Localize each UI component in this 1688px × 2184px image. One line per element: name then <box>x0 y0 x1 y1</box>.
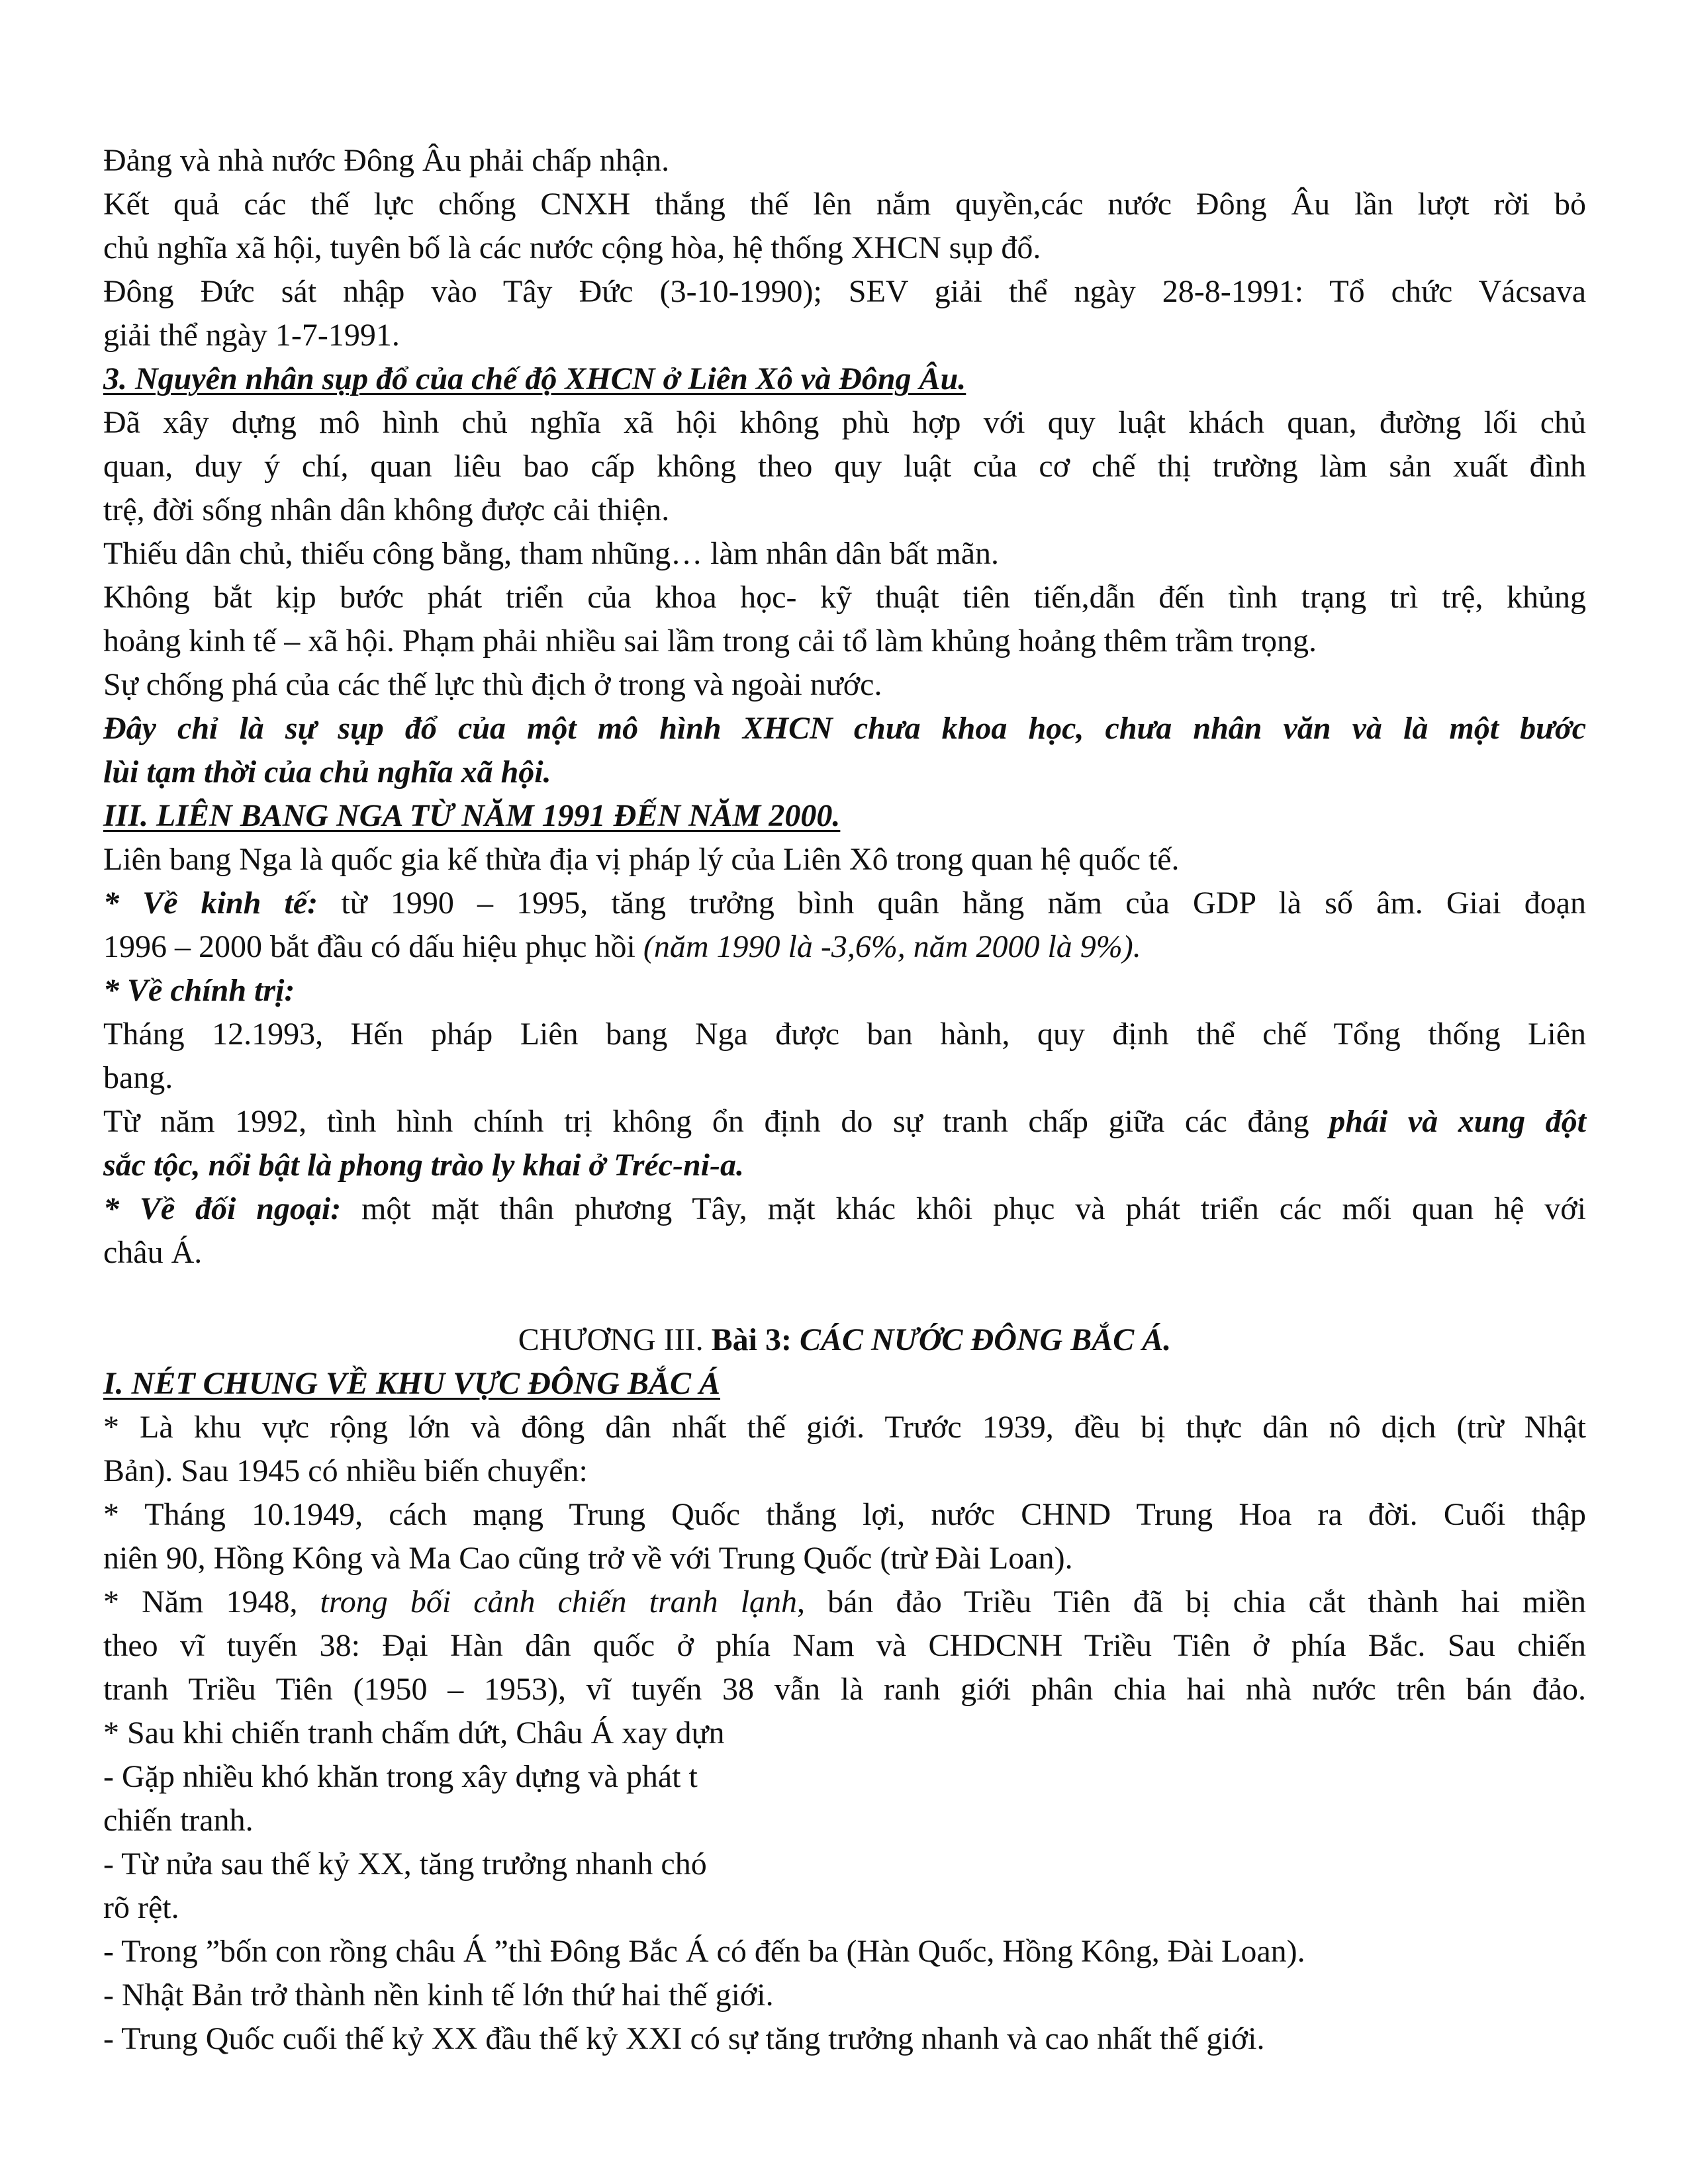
text-line <box>103 882 1586 925</box>
text-run: * Về chính trị: <box>103 973 295 1008</box>
text-line <box>103 1493 1586 1537</box>
text-line <box>103 1231 1586 1275</box>
text-run: châu Á. <box>103 1235 203 1270</box>
text-run: 3. Nguyên nhân sụp đổ của chế độ XHCN ở Liên Xô và Đông Âu. <box>103 361 966 396</box>
text-run: - Từ nửa sau thế kỷ XX, tăng trưởng nhanh chó <box>103 1846 707 1882</box>
text-line <box>103 1886 1586 1930</box>
text-line <box>103 794 1586 838</box>
text-run: lùi tạm thời của chủ nghĩa xã hội. <box>103 754 551 790</box>
text-run: III. LIÊN BANG NGA TỪ NĂM 1991 ĐẾN NĂM 2000. <box>103 798 841 833</box>
text-line <box>103 314 1586 357</box>
text-run: trong bối cảnh chiến tranh lạnh <box>320 1584 798 1619</box>
text-run: * Về kinh tế: <box>103 886 318 921</box>
text-line <box>103 226 1586 270</box>
text-run: rõ rệt. <box>103 1890 179 1925</box>
text-run: 1996 – 2000 bắt đầu có dấu hiệu phục hồi <box>103 929 643 964</box>
text-line <box>103 838 1586 882</box>
text-run: Từ năm 1992, tình hình chính trị không ổn định do sự tranh chấp giữa các đảng <box>103 1104 1330 1139</box>
text-line <box>103 1755 884 1799</box>
text-run: Đông Đức sát nhập vào Tây Đức (3-10-1990); SEV giải thể ngày 28-8-1991: Tổ chức Vácsava <box>103 274 1586 309</box>
text-line <box>103 1974 1586 2017</box>
text-run: giải thể ngày 1-7-1991. <box>103 318 400 353</box>
text-run: Đảng và nhà nước Đông Âu phải chấp nhận. <box>103 143 670 178</box>
text-line <box>103 401 1586 445</box>
text-run: Sự chống phá của các thế lực thù địch ở trong và ngoài nước. <box>103 667 882 702</box>
text-line <box>103 751 1586 794</box>
text-run: Thiếu dân chủ, thiếu công bằng, tham nhũng… làm nhân dân bất mãn. <box>103 536 999 571</box>
text-run: chiến tranh. <box>103 1803 254 1838</box>
text-run: quan, duy ý chí, quan liêu bao cấp không theo quy luật của cơ chế thị trường làm sản xuất đình <box>103 449 1586 484</box>
text-line <box>103 1799 1586 1843</box>
text-run: CÁC NƯỚC ĐÔNG BẮC Á. <box>799 1322 1172 1357</box>
text-line <box>103 1013 1586 1056</box>
text-line <box>103 183 1586 226</box>
text-run: Bài 3: <box>711 1322 800 1357</box>
text-run: - Gặp nhiều khó khăn trong xây dựng và phát t <box>103 1759 698 1794</box>
text-run: - Trong ”bốn con rồng châu Á ”thì Đông Bắc Á có đến ba (Hàn Quốc, Hồng Kông, Đài Loan). <box>103 1934 1305 1969</box>
text-run: trệ, đời sống nhân dân không được cải thiện. <box>103 492 670 527</box>
text-run: bang. <box>103 1060 173 1095</box>
text-line <box>103 1318 1586 1362</box>
text-run: theo vĩ tuyến 38: Đại Hàn dân quốc ở phía Nam và CHDCNH Triều Tiên ở phía Bắc. Sau chiến <box>103 1628 1586 1663</box>
text-line <box>103 925 1586 969</box>
text-line <box>103 1930 1586 1974</box>
text-run: chủ nghĩa xã hội, tuyên bố là các nước cộng hòa, hệ thống XHCN sụp đổ. <box>103 230 1041 265</box>
text-run: sắc tộc, nổi bật là phong trào ly khai ở Tréc-ni-a. <box>103 1148 744 1183</box>
text-line <box>103 2017 1586 2061</box>
text-run: Đã xây dựng mô hình chủ nghĩa xã hội không phù hợp với quy luật khách quan, đường lối chủ <box>103 405 1586 440</box>
document-body <box>103 139 1586 2061</box>
text-run: * Sau khi chiến tranh chấm dứt, Châu Á xay dựn <box>103 1715 725 1751</box>
text-line <box>103 532 1586 576</box>
text-line <box>103 1711 884 1755</box>
text-line <box>103 1362 1586 1406</box>
text-run: * Là khu vực rộng lớn và đông dân nhất thế giới. Trước 1939, đều bị thực dân nô dịch (trừ Nhật <box>103 1410 1586 1445</box>
text-line <box>103 1668 1586 1711</box>
text-run: (năm 1990 là -3,6%, năm 2000 là 9%). <box>643 929 1141 964</box>
text-line <box>103 139 1586 183</box>
text-run: CHƯƠNG III. <box>518 1322 712 1357</box>
text-line <box>103 663 1586 707</box>
text-run: một mặt thân phương Tây, mặt khác khôi phục và phát triển các mối quan hệ với <box>341 1191 1587 1226</box>
text-line <box>103 707 1586 751</box>
text-line <box>103 1580 1586 1624</box>
text-run: Bản). Sau 1945 có nhiều biến chuyển: <box>103 1453 588 1488</box>
text-run: hoảng kinh tế – xã hội. Phạm phải nhiều sai lầm trong cải tổ làm khủng hoảng thêm trầm trọng. <box>103 623 1317 659</box>
text-line <box>103 357 1586 401</box>
text-run: phái và xung đột <box>1329 1104 1587 1139</box>
text-line <box>103 1406 1586 1449</box>
blank-line <box>103 1275 1586 1318</box>
text-line <box>103 1624 1586 1668</box>
text-run: tranh Triều Tiên (1950 – 1953), vĩ tuyến 38 vẫn là ranh giới phân chia hai nhà nước trên bán đảo. <box>103 1672 1586 1707</box>
text-run: Tháng 12.1993, Hến pháp Liên bang Nga được ban hành, quy định thể chế Tổng thống Liên <box>103 1017 1586 1052</box>
text-line <box>103 1056 1586 1100</box>
text-run: niên 90, Hồng Kông và Ma Cao cũng trở về với Trung Quốc (trừ Đài Loan). <box>103 1541 1073 1576</box>
text-run: - Trung Quốc cuối thế kỷ XX đầu thế kỷ XXI có sự tăng trưởng nhanh và cao nhất thế giới. <box>103 2021 1265 2056</box>
text-line <box>103 445 1586 488</box>
text-line <box>103 619 1586 663</box>
text-line <box>103 969 1586 1013</box>
text-run: Đây chỉ là sự sụp đổ của một mô hình XHCN chưa khoa học, chưa nhân văn và là một bước <box>103 711 1586 746</box>
text-line <box>103 1100 1586 1144</box>
text-run: * Tháng 10.1949, cách mạng Trung Quốc thắng lợi, nước CHND Trung Hoa ra đời. Cuối thập <box>103 1497 1586 1532</box>
text-run: , bán đảo Triều Tiên đã bị chia cắt thành hai miền <box>797 1584 1587 1619</box>
text-line <box>103 1843 884 1886</box>
text-run: I. NÉT CHUNG VỀ KHU VỰC ĐÔNG BẮC Á <box>103 1366 721 1401</box>
text-line <box>103 1144 1586 1187</box>
text-line <box>103 1537 1586 1580</box>
text-line <box>103 1187 1586 1231</box>
text-run: * Năm 1948, <box>103 1584 320 1619</box>
text-run: từ 1990 – 1995, tăng trưởng bình quân hằng năm của GDP là số âm. Giai đoạn <box>318 886 1587 921</box>
text-run: * Về đối ngoại: <box>103 1191 342 1226</box>
text-run: - Nhật Bản trở thành nền kinh tế lớn thứ hai thế giới. <box>103 1978 774 2013</box>
text-line <box>103 488 1586 532</box>
text-run: Liên bang Nga là quốc gia kế thừa địa vị pháp lý của Liên Xô trong quan hệ quốc tế. <box>103 842 1180 877</box>
text-run: Không bắt kịp bước phát triển của khoa học- kỹ thuật tiên tiến,dẫn đến tình trạng trì trệ, khủng <box>103 580 1586 615</box>
text-run: Kết quả các thế lực chống CNXH thắng thế lên nắm quyền,các nước Đông Âu lần lượt rời bỏ <box>103 187 1586 222</box>
text-line <box>103 270 1586 314</box>
text-line <box>103 576 1586 619</box>
text-line <box>103 1449 1586 1493</box>
